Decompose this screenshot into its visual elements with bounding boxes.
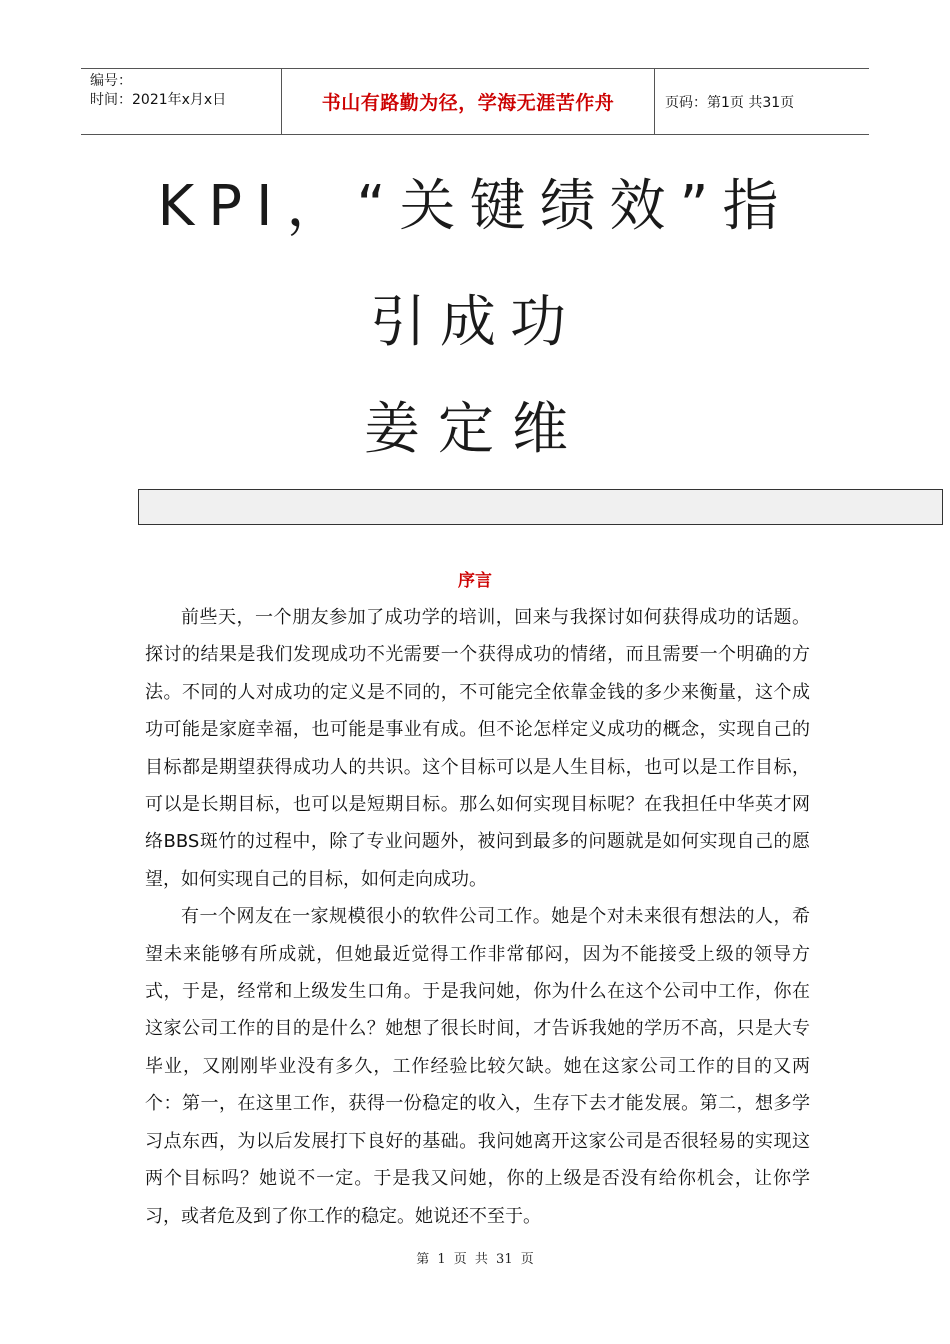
document-title-line-1: KPI，“关键绩效”指 [157,174,793,239]
preface-paragraph-2: 有一个网友在一家规模很小的软件公司工作。她是个对未来很有想法的人，希望未来能够有所成就，但她最近觉得工作非常郁闷，因为不能接受上级的领导方式，于是，经常和上级发生口角。于是我问她，你为什么在这个公司中工作，你在这家公司工作的目的是什么？她想了很长时间，才告诉我她的学历不高，只是大专毕业，又刚刚毕业没有多久，工作经验比较欠缺。她在这家公司工作的目的又两个：第一，在这里工作，获得一份稳定的收入，生存下去才能发展。第二，想多学习点东西，为以后发展打下良好的基础。我问她离开这家公司是否很轻易的实现这两个目标吗？她说不一定。于是我又问她，你的上级是否没有给你机会，让你学习，或者危及到了你工作的稳定。她说还不至于。 [145,906,810,1227]
document-author: 姜定维 [364,397,586,462]
blank-banner-box [138,489,943,525]
header-page-info: 页码：第1页 共31页 [665,94,795,111]
preface-heading: 序言 [458,571,492,591]
header-number-label: 编号： [90,73,132,89]
preface-body [145,599,810,1235]
page-footer: 第 1 页 共 31 页 [416,1252,534,1267]
header-meta-cell [81,69,282,134]
header-motto: 书山有路勤为径，学海无涯苦作舟 [282,69,655,134]
preface-paragraph-1: 前些天，一个朋友参加了成功学的培训，回来与我探讨如何获得成功的话题。探讨的结果是我们发现成功不光需要一个获得成功的情绪，而且需要一个明确的方法。不同的人对成功的定义是不同的，不可能完全依靠金钱的多少来衡量，这个成功可能是家庭幸福，也可能是事业有成。但不论怎样定义成功的概念，实现自己的目标都是期望获得成功人的共识。这个目标可以是人生目标，也可以是工作目标，可以是长期目标，也可以是短期目标。那么如何实现目标呢？在我担任中华英才网络BBS斑竹的过程中，除了专业问题外，被问到最多的问题就是如何实现自己的愿望，如何实现自己的目标，如何走向成功。 [145,607,810,890]
document-title-line-2: 引成功 [370,290,580,355]
header-date: 时间：2021年x月x日 [90,92,227,108]
document-header [81,68,869,135]
